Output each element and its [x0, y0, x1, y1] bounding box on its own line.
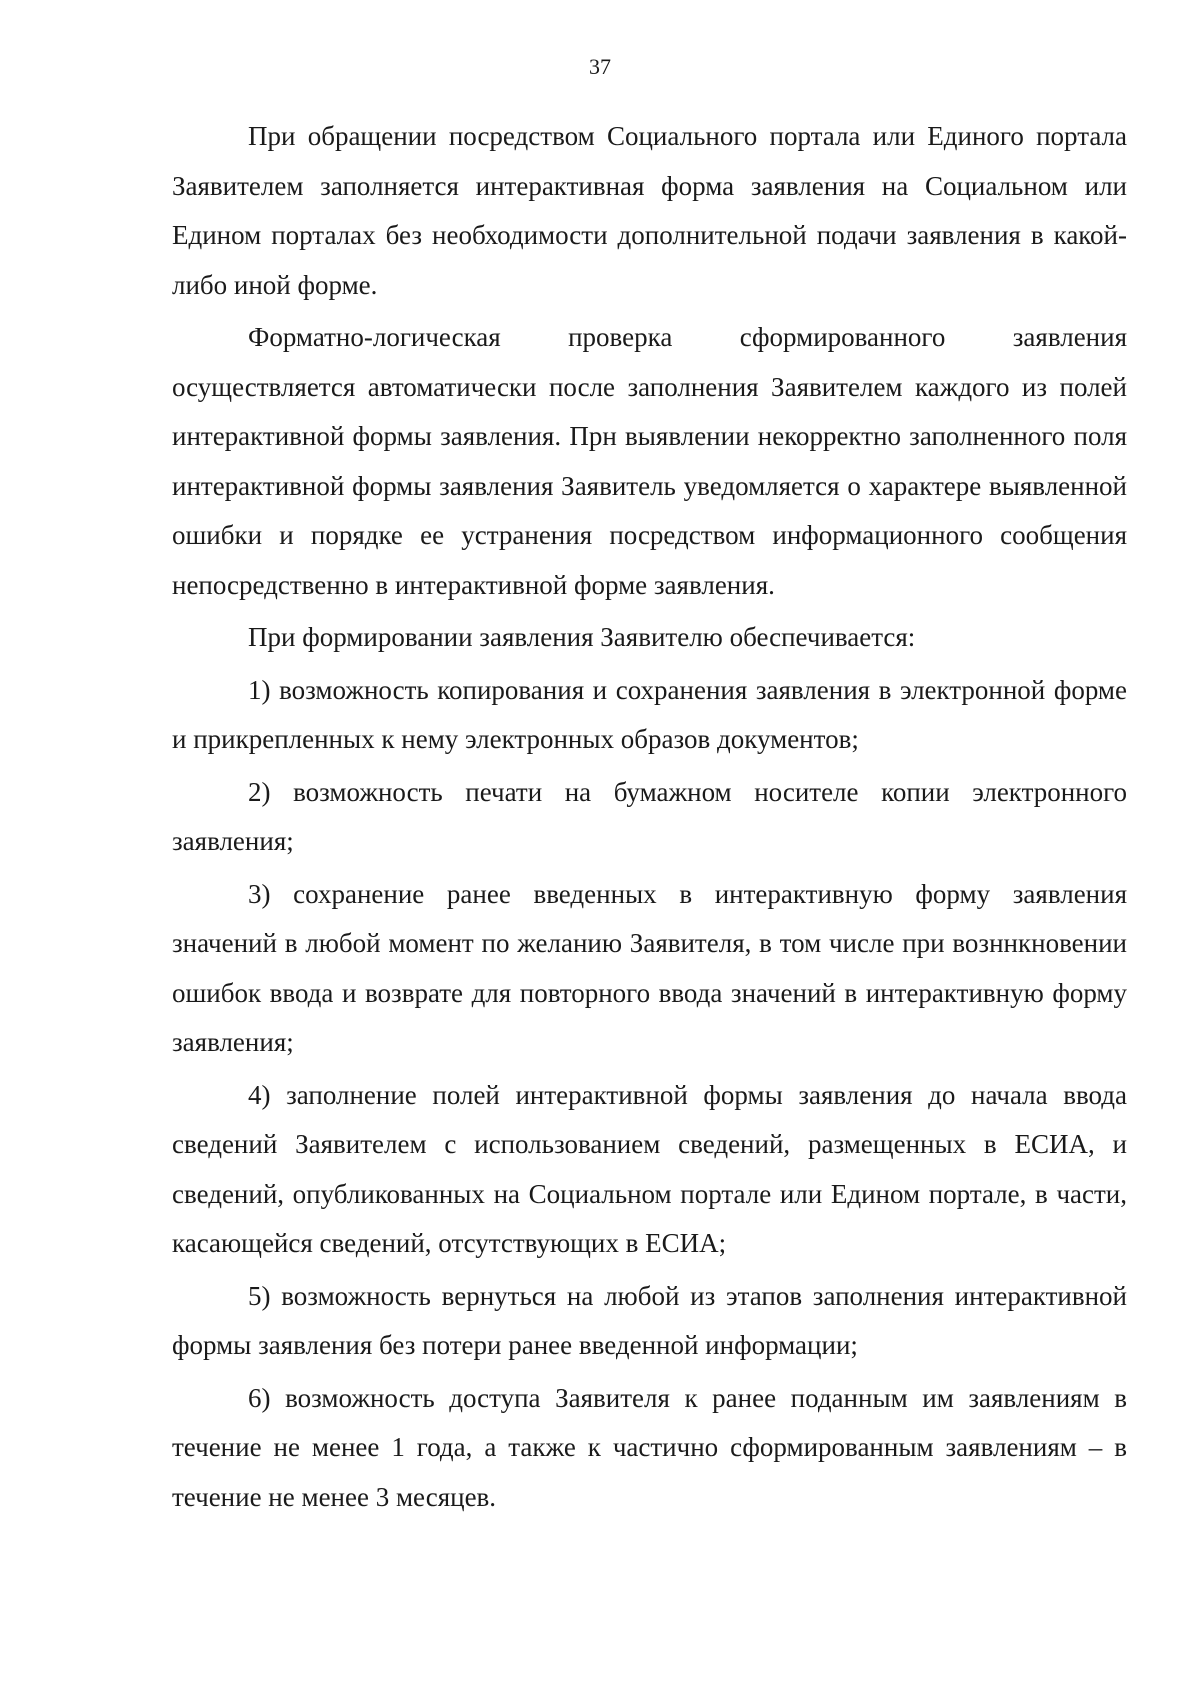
list-item-4: 4) заполнение полей интерактивной формы заявления до начала ввода сведений Заявителем с использованием сведений, размещенных в ЕСИА, и сведений, опубликованных на Социальном портале или Едином портале, в части, касающейся сведений, отсутствующих в ЕСИА; — [172, 1079, 1127, 1258]
paragraph-format-check: Форматно-логическая проверка сформированного заявления осуществляется автоматически после заполнения Заявителем каждого из полей интерактивной формы заявления. Прн выявлении некорректно заполненного поля интерактивной формы заявления Заявитель уведомляется о характере выявленной ошибки и порядке ее устранения посредством информационного сообщения непосредственно в интерактивной форме заявления. — [172, 322, 1127, 600]
document-body — [172, 112, 1127, 1525]
list-item-2: 2) возможность печати на бумажном носителе копии электронного заявления; — [172, 776, 1127, 856]
paragraph-portal-application: При обращении посредством Социального портала или Единого портала Заявителем заполняется интерактивная форма заявления на Социальном или Едином порталах без необходимости дополнительной подачи заявления в какой-либо иной форме. — [172, 121, 1127, 300]
list-item-3: 3) сохранение ранее введенных в интерактивную форму заявления значений в любой момент по желанию Заявителя, в том числе при возннкновении ошибок ввода и возврате для повторного ввода значений в интерактивную форму заявления; — [172, 878, 1127, 1057]
list-item-6: 6) возможность доступа Заявителя к ранее поданным им заявлениям в течение не менее 1 года, а также к частично сформированным заявлениям – в течение не менее 3 месяцев. — [172, 1382, 1127, 1512]
page-number: 37 — [589, 54, 611, 79]
paragraph-provisions-intro: При формировании заявления Заявителю обеспечивается: — [248, 622, 916, 652]
list-item-1: 1) возможность копирования и сохранения заявления в электронной форме и прикрепленных к нему электронных образов документов; — [172, 674, 1127, 754]
list-item-5: 5) возможность вернуться на любой из этапов заполнения интерактивной формы заявления без потери ранее введенной информации; — [172, 1280, 1127, 1360]
